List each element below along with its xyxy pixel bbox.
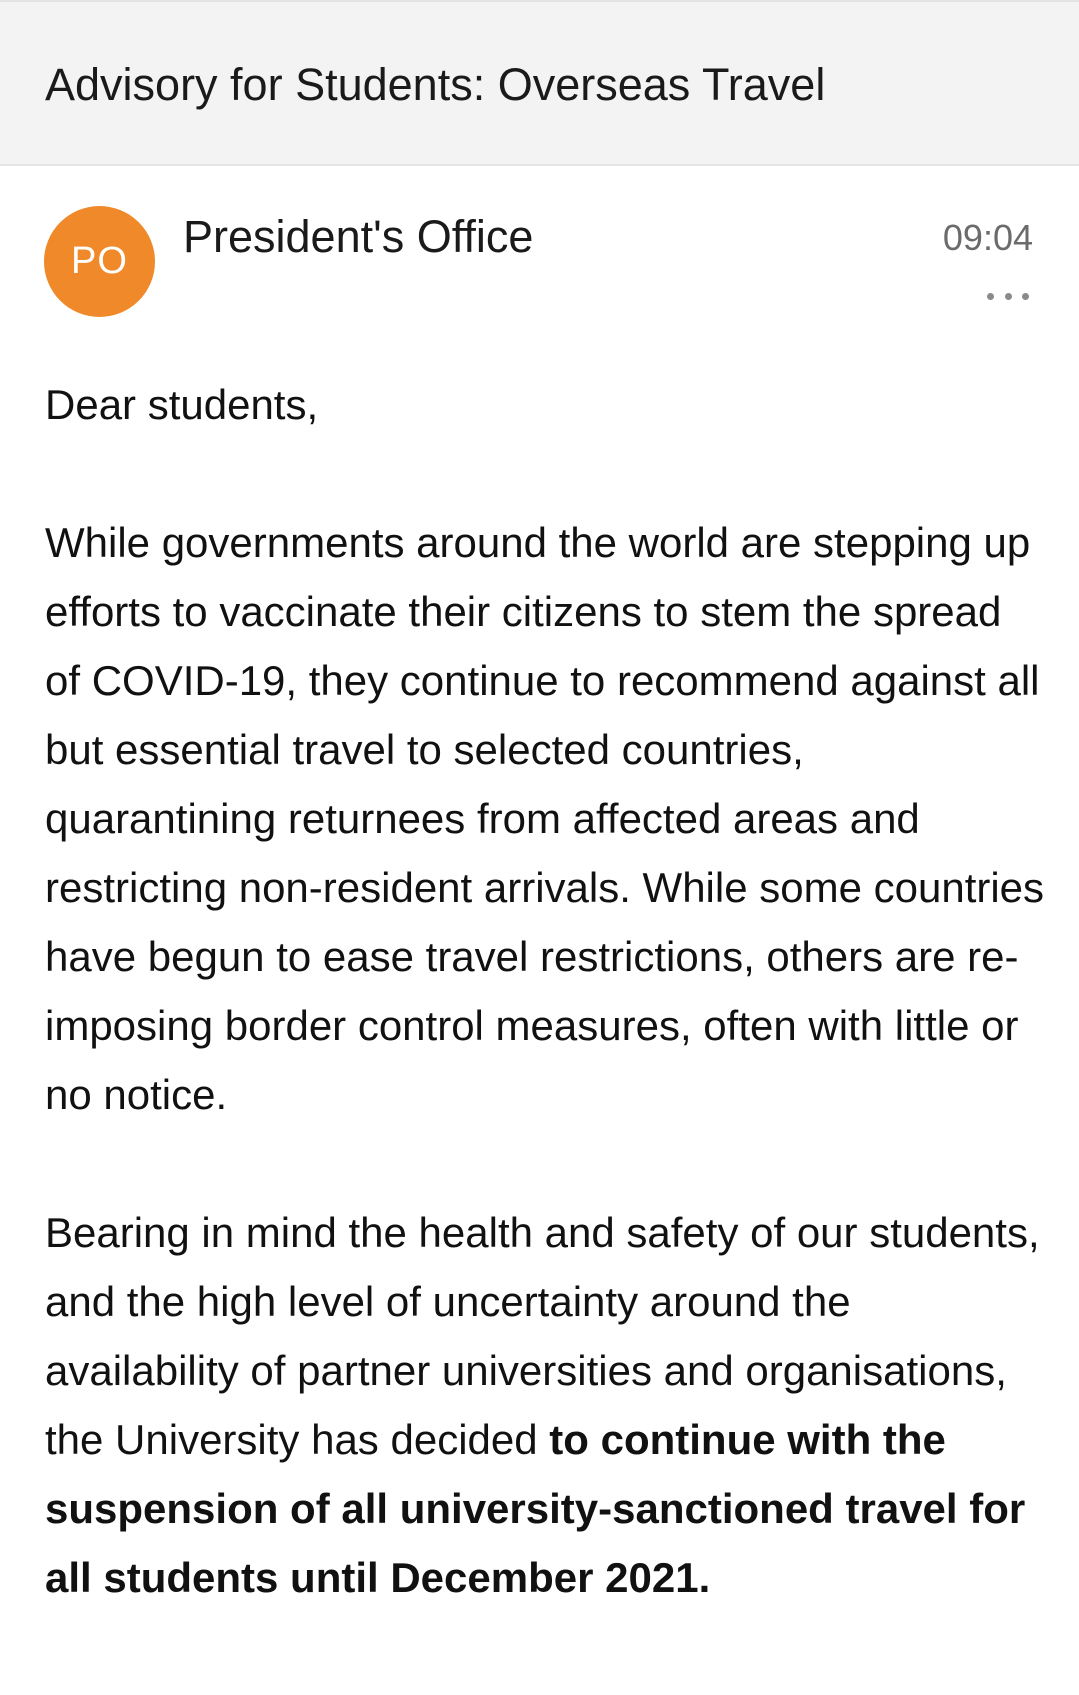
paragraph-2-bold-text: to continue with the suspension of all university-sanctioned travel for all students until December 2021. (45, 1416, 1026, 1601)
sent-time: 09:04 (942, 217, 1033, 258)
email-body (45, 370, 1045, 1612)
subject-header (0, 0, 1079, 166)
more-horizontal-icon (1022, 293, 1029, 300)
sender-avatar[interactable] (44, 206, 155, 317)
sender-name[interactable]: President's Office (183, 211, 534, 262)
more-horizontal-icon (1005, 293, 1012, 300)
body-paragraph-1: While governments around the world are stepping up efforts to vaccinate their citizens to stem the spread of COVID-19, they continue to recommend against all but essential travel to selected countries, quarantining returnees from affected areas and restricting non-resident arrivals. While some countries have begun to ease travel restrictions, others are re-imposing border control measures, often with little or no notice. (45, 519, 1045, 1118)
avatar-initials: PO (71, 240, 128, 282)
more-horizontal-icon (987, 293, 994, 300)
more-options-button[interactable] (987, 284, 1029, 308)
greeting-text: Dear students, (45, 381, 319, 428)
email-subject: Advisory for Students: Overseas Travel (45, 59, 826, 110)
paragraph-2-text: Bearing in mind the health and safety of our students, and the high level of uncertainty around the availability of partner universities and organisations, the University has decided (45, 1209, 1040, 1463)
body-paragraph-2 (45, 1198, 1045, 1612)
